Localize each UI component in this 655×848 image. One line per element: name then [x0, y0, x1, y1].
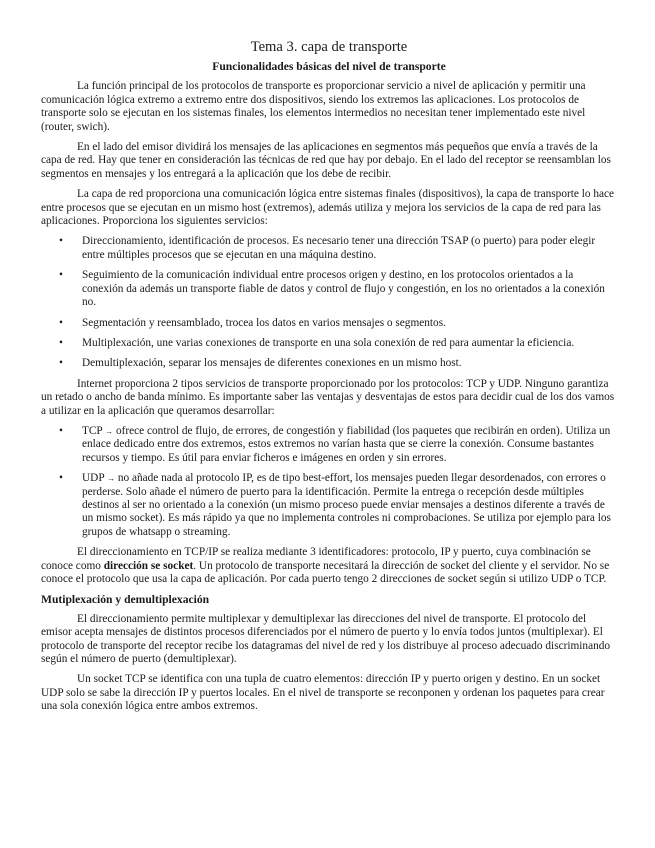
list-item: [41, 235, 617, 262]
addressing-text-end: . Un protocolo de transporte necesitará la dirección de socket del cliente y el servidor. No se conoce el protocolo que usa la capa de aplicación. Por cada puerto tengo 2 direcciones de socket según si utilizo UDP o TCP.: [41, 559, 610, 585]
list-item-text: Direccionamiento, identificación de procesos. Es necesario tener una dirección TSAP (o puerto) para poder elegir entre múltiples procesos que se ejecutan en una máquina destino.: [82, 235, 596, 261]
paragraph-network-layer: La capa de red proporciona una comunicación lógica entre sistemas finales (dispositivos), la capa de transporte lo hace entre procesos que se ejecutan en un mismo host (extremos), además utiliza y mejora los servicios de la capa de red para las aplicaciones. Proporciona los siguientes servicios:: [41, 188, 615, 228]
paragraph-sender-receiver: En el lado del emisor dividirá los mensajes de las aplicaciones en segmentos más pequeños que envía a través de la capa de red. Hay que tener en consideración las técnicas de red que hay por debajo. En el lado del receptor se reensamblan los segmentos en mensajes y los entregará a la aplicación que los debe de recibir.: [41, 141, 611, 180]
paragraph-socket: Un socket TCP se identifica con una tupla de cuatro elementos: dirección IP y puerto origen y destino. En un socket UDP solo se sabe la dirección IP y puertos locales. En el nivel de transporte se reconponen y ordenan los paquetes para crear una sola conexión lógica entre ambos extremos.: [41, 673, 605, 713]
bullet-icon: •: [59, 235, 63, 248]
protocol-description: ofrece control de flujo, de errores, de congestión y fiabilidad (los paquetes que recibirán en orden). Utiliza un enlace dedicado entre dos extremos, estos extremos no varían hasta que se cierre la conexión. Consume bastantes recursos y tiempo. Es útil para enviar ficheros e imágenes en orden y sin errores.: [82, 424, 611, 464]
list-item-text: Demultiplexación, separar los mensajes de diferentes conexiones en un mismo host.: [82, 357, 462, 370]
paragraph-addressing: [41, 546, 617, 586]
bullet-icon: •: [59, 316, 63, 329]
addressing-term: dirección se socket: [103, 559, 194, 572]
list-item: [41, 357, 617, 370]
list-item-udp: [41, 472, 617, 539]
services-list: [41, 235, 617, 370]
protocols-list: [41, 425, 617, 539]
protocol-name: UDP: [82, 472, 105, 485]
list-item-tcp: [41, 425, 617, 465]
protocol-description: no añade nada al protocolo IP, es de tipo best-effort, los mensajes pueden llegar desordenados, con errores o perderse. Solo añade el número de puerto para la identificación. Permite la entrega o recepción desde múltiples destinos al ser no orientado a la conexión (un mismo proceso puede enviar mensajes a destinos diferente a través de un mismo socket). Es más rápido ya que no implementa controles ni comprobaciones. Se utiliza por ejemplo para los grupos de whatsapp o streaming.: [82, 472, 611, 538]
list-item-text: Seguimiento de la comunicación individual entre procesos origen y destino, en los protocolos orientados a la conexión da además un transporte fiable de datos y control de flujo y congestión, en los no orientados a la conexión no.: [82, 269, 605, 309]
bullet-icon: •: [59, 336, 63, 349]
section-heading-basics: Funcionalidades básicas del nivel de transporte: [212, 60, 446, 73]
paragraph-transport-function: La función principal de los protocolos de transporte es proporcionar servicio a nivel de aplicación y permitir una comunicación lógica extremo a extremo entre dos dispositivos, siendo los extremos las aplicaciones. Los protocolos de transporte solo se ejecutan en los sistemas finales, los elementos intermedios no necesitan tener implementado este nivel (router, swich).: [41, 80, 586, 133]
addressing-text-start: El direccionamiento en TCP/IP se realiza mediante 3 identificadores: protocolo, IP y puerto, cuya combinación se conoce como: [41, 546, 591, 572]
bullet-icon: •: [59, 357, 63, 370]
document-title: Tema 3. capa de transporte: [250, 39, 408, 55]
bullet-icon: •: [59, 269, 63, 282]
bullet-icon: •: [59, 472, 63, 485]
list-item: [41, 269, 617, 309]
arrow-right-icon: →: [107, 474, 116, 484]
list-item: [41, 337, 617, 350]
paragraph-multiplexing: El direccionamiento permite multiplexar y demultiplexar las direcciones del nivel de transporte. El protocolo del emisor acepta mensajes de distintos procesos diferenciados por el número de puerto y lo envía todos juntos (multiplexar). El protocolo de transporte del receptor recibe los datagramas del nivel de red y los distribuye al proceso adecuado discriminando según el número de puerto (demultiplexar).: [41, 612, 611, 666]
arrow-right-icon: →: [105, 426, 114, 436]
list-item-text: Multiplexación, une varias conexiones de transporte en una sola conexión de red para aumentar la eficiencia.: [82, 336, 575, 349]
bullet-icon: •: [59, 424, 63, 437]
section-heading-multiplexing: Mutiplexación y demultiplexación: [41, 593, 210, 607]
paragraph-internet-services: Internet proporciona 2 tipos servicios de transporte proporcionado por los protocolos: TCP y UDP. Ninguno garantiza un retado o ancho de banda mínimo. Es importante saber las ventajas y desventajas de estos para decidir cual de los dos vamos a utilizar en la aplicación que queramos desarrollar:: [41, 377, 615, 417]
list-item-text: Segmentación y reensamblado, trocea los datos en varios mensajes o segmentos.: [82, 316, 446, 329]
protocol-name: TCP: [82, 424, 103, 437]
list-item: [41, 317, 617, 330]
